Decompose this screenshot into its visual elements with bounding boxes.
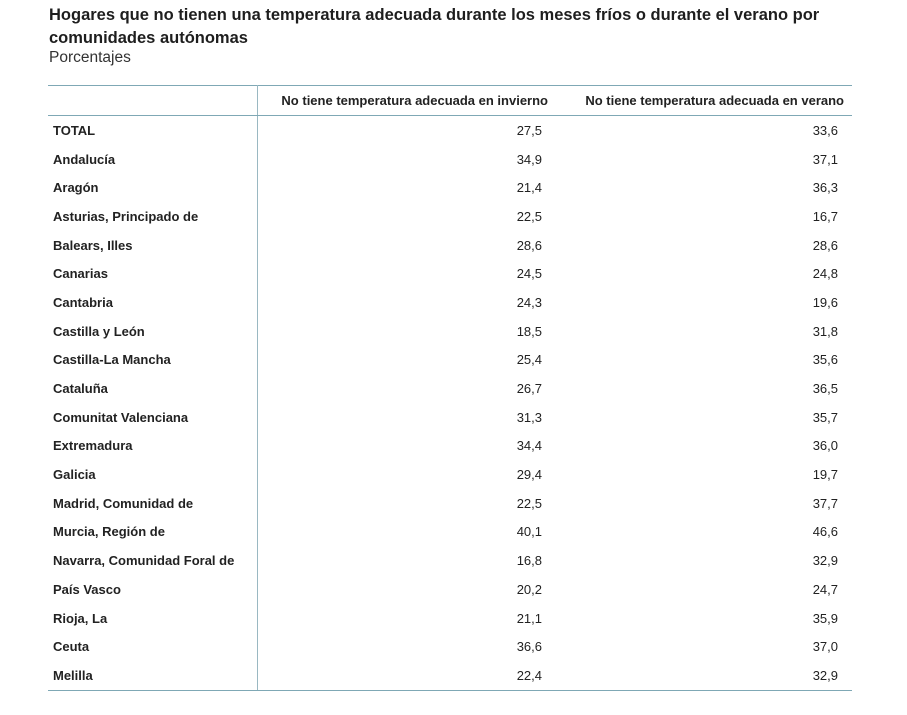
table-row	[48, 489, 852, 518]
region-name-cell: Asturias, Principado de	[48, 202, 257, 231]
region-name-cell: Castilla-La Mancha	[48, 346, 257, 375]
winter-value-cell: 36,6	[516, 639, 542, 655]
region-name-cell: Andalucía	[48, 145, 257, 174]
winter-value-cell: 27,5	[516, 122, 542, 138]
winter-value-cell: 28,6	[516, 237, 542, 253]
summer-value-cell: 19,6	[812, 294, 838, 310]
summer-value-cell: 35,9	[812, 610, 838, 626]
winter-value-cell: 29,4	[516, 467, 542, 483]
page-subtitle: Porcentajes	[49, 49, 131, 66]
table-row	[48, 432, 852, 461]
summer-value-cell: 28,6	[812, 237, 838, 253]
summer-value-cell: 31,8	[812, 323, 838, 339]
winter-value-cell: 22,4	[257, 661, 556, 690]
region-name-cell: Cataluña	[48, 374, 257, 403]
table-row	[48, 575, 852, 604]
summer-value-cell: 37,1	[812, 151, 838, 167]
winter-value-cell: 24,3	[516, 294, 542, 310]
summer-value-cell: 36,0	[812, 438, 838, 454]
winter-value-cell: 21,4	[516, 180, 542, 196]
table-row	[48, 173, 852, 202]
table-row	[48, 116, 852, 145]
column-header-summer: No tiene temperatura adecuada en verano	[556, 86, 852, 116]
region-name-cell: Galicia	[48, 460, 257, 489]
summer-value-cell: 37,7	[812, 495, 838, 511]
region-name-cell: Comunitat Valenciana	[48, 403, 257, 432]
summer-value-cell: 46,6	[812, 524, 838, 540]
column-header-region	[48, 86, 257, 116]
region-name-cell: Extremadura	[48, 432, 257, 461]
table-row	[48, 202, 852, 231]
table-body	[48, 116, 852, 691]
table-header-row	[48, 86, 852, 116]
region-name-cell: Rioja, La	[48, 604, 257, 633]
summer-value-cell: 36,5	[812, 381, 838, 397]
table-row	[48, 632, 852, 661]
region-name-cell: Ceuta	[48, 632, 257, 661]
table-row	[48, 604, 852, 633]
winter-value-cell: 25,4	[516, 352, 542, 368]
winter-value-cell: 20,2	[516, 581, 542, 597]
column-header-winter: No tiene temperatura adecuada en invierno	[257, 86, 556, 116]
winter-value-cell: 18,5	[516, 323, 542, 339]
table-row	[48, 546, 852, 575]
winter-value-cell: 34,9	[516, 151, 542, 167]
summer-value-cell: 36,3	[812, 180, 838, 196]
table-header	[48, 86, 852, 116]
summer-value-cell: 24,8	[812, 266, 838, 282]
table-row	[48, 518, 852, 547]
region-name-cell: Aragón	[48, 173, 257, 202]
table-row	[48, 145, 852, 174]
summer-value-cell: 16,7	[812, 208, 838, 224]
table-row	[48, 374, 852, 403]
region-name-cell: Cantabria	[48, 288, 257, 317]
winter-value-cell: 34,4	[516, 438, 542, 454]
summer-value-cell: 33,6	[812, 122, 838, 138]
summer-value-cell: 35,7	[812, 409, 838, 425]
summer-value-cell: 37,0	[812, 639, 838, 655]
winter-value-cell: 31,3	[516, 409, 542, 425]
summer-value-cell: 24,7	[812, 581, 838, 597]
table-row	[48, 661, 852, 690]
winter-value-cell: 24,5	[516, 266, 542, 282]
summer-value-cell: 35,6	[812, 352, 838, 368]
table-row	[48, 317, 852, 346]
region-name-cell: Melilla	[48, 661, 257, 690]
region-name-cell: TOTAL	[48, 116, 257, 145]
winter-value-cell: 22,5	[516, 495, 542, 511]
data-table	[48, 85, 852, 691]
winter-value-cell: 22,5	[516, 208, 542, 224]
page-title: Hogares que no tienen una temperatura adecuada durante los meses fríos o durante el verano por comunidades autónomas	[49, 6, 820, 47]
table-row	[48, 346, 852, 375]
table-row	[48, 231, 852, 260]
table-row	[48, 259, 852, 288]
region-name-cell: País Vasco	[48, 575, 257, 604]
winter-value-cell: 16,8	[516, 553, 542, 569]
region-name-cell: Murcia, Región de	[48, 518, 257, 547]
region-name-cell: Canarias	[48, 259, 257, 288]
summer-value-cell: 32,9	[556, 661, 852, 690]
winter-value-cell: 26,7	[516, 381, 542, 397]
region-name-cell: Castilla y León	[48, 317, 257, 346]
region-name-cell: Navarra, Comunidad Foral de	[48, 546, 257, 575]
summer-value-cell: 32,9	[812, 553, 838, 569]
summer-value-cell: 19,7	[812, 467, 838, 483]
table-row	[48, 288, 852, 317]
region-name-cell: Madrid, Comunidad de	[48, 489, 257, 518]
table-row	[48, 403, 852, 432]
region-name-cell: Balears, Illes	[48, 231, 257, 260]
winter-value-cell: 40,1	[516, 524, 542, 540]
table-row	[48, 460, 852, 489]
winter-value-cell: 21,1	[516, 610, 542, 626]
